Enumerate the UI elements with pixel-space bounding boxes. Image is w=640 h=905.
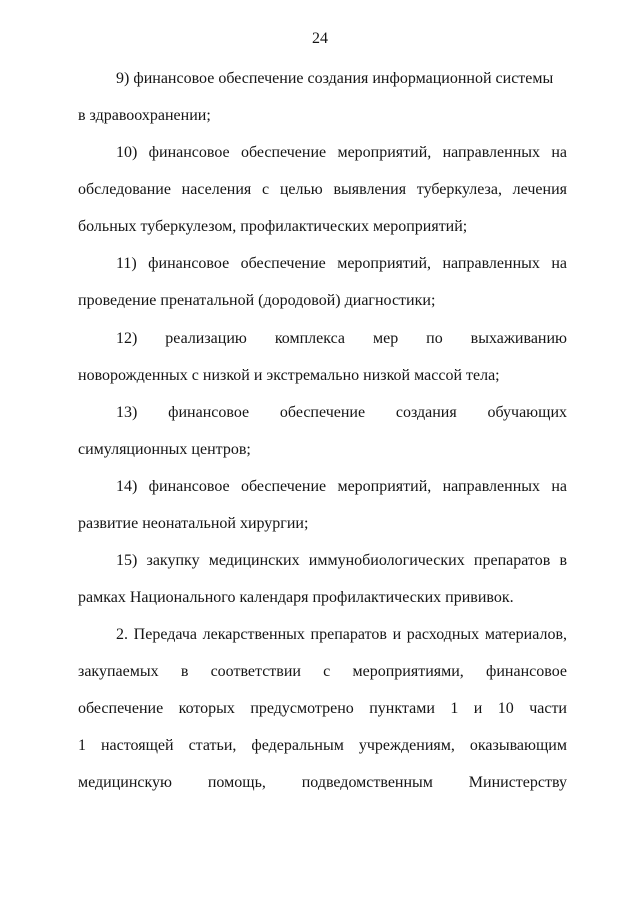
text-line: развитие неонатальной хирургии; [78,515,309,532]
text-line: закупаемых в соответствии с мероприятиями, финансовое [78,663,567,680]
text-line: обследование населения с целью выявления туберкулеза, лечения [78,181,567,198]
text-line: 13) финансовое обеспечение создания обучающих [116,404,567,421]
text-line: 10) финансовое обеспечение мероприятий, направленных на [116,144,567,161]
text-line: 12) реализацию комплекса мер по выхаживанию [116,330,567,347]
text-line: проведение пренатальной (дородовой) диагностики; [78,292,436,309]
text-line: 15) закупку медицинских иммунобиологических препаратов в [116,552,567,569]
text-line: 1 настоящей статьи, федеральным учреждениям, оказывающим [78,737,567,754]
text-line: 14) финансовое обеспечение мероприятий, направленных на [116,478,567,495]
text-line: новорожденных с низкой и экстремально низкой массой тела; [78,367,500,384]
text-line: 9) финансовое обеспечение создания информационной системы [116,70,554,87]
text-line: медицинскую помощь, подведомственным Министерству [78,774,567,791]
text-line: 2. Передача лекарственных препаратов и расходных материалов, [116,626,567,643]
text-line: больных туберкулезом, профилактических мероприятий; [78,218,468,235]
text-line: в здравоохранении; [78,107,211,124]
text-line: рамках Национального календаря профилактических прививок. [78,589,514,606]
page-number: 24 [312,30,328,47]
text-line: 11) финансовое обеспечение мероприятий, направленных на [116,255,567,272]
text-line: обеспечение которых предусмотрено пунктами 1 и 10 части [78,700,567,717]
text-line: симуляционных центров; [78,441,251,458]
